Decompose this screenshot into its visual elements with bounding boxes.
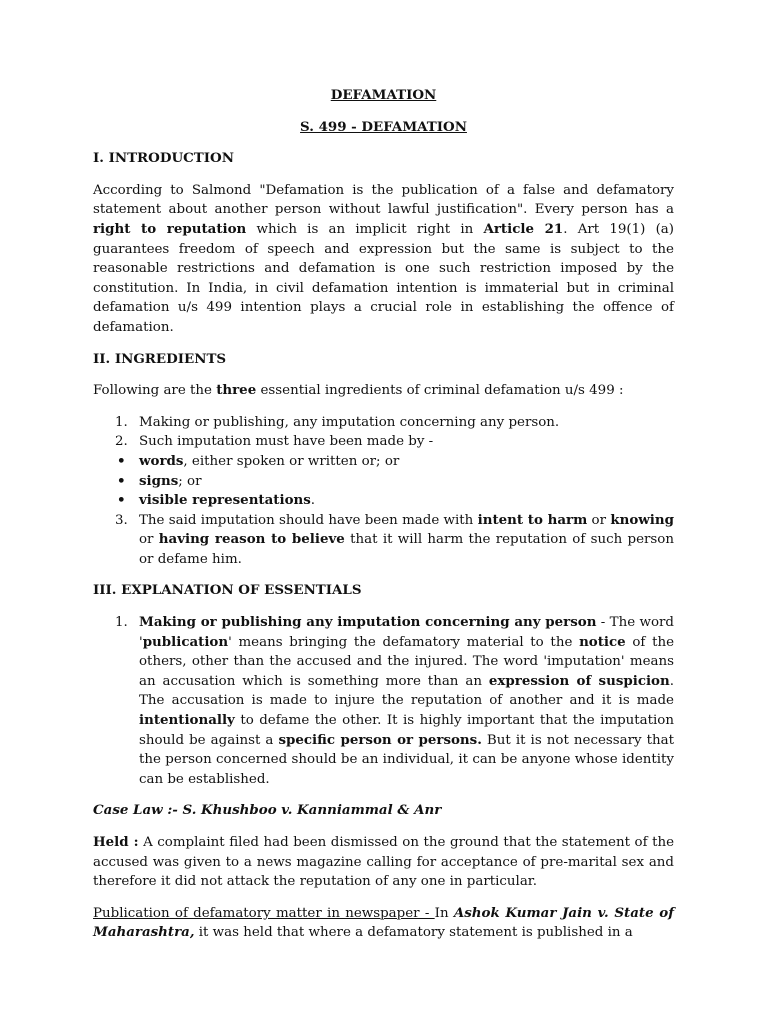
list-number: 3. [115,512,128,528]
bullet-icon: • [117,492,126,509]
heading-explanation: III. EXPLANATION OF ESSENTIALS [93,582,362,599]
bullet-icon: • [117,472,126,489]
heading-introduction: I. INTRODUCTION [93,150,234,167]
list-item: 3. The said imputation should have been made with intent to harm or knowing or having reason to believe that it will harm the reputation of such person or defame him. [115,511,674,567]
list-number: 1. [115,615,128,631]
bullet-item: • signs; or [93,472,674,492]
case-law-title: Case Law :- S. Khushboo v. Kanniammal & Anr [93,802,442,819]
document-title: DEFAMATION [330,87,437,103]
document-subtitle: S. 499 - DEFAMATION [300,118,467,135]
list-number: 2. [115,434,128,450]
bullet-item: • visible representations. [93,491,674,511]
list-number: 1. [115,414,128,430]
ingredients-list [93,413,674,570]
list-item: 2. Such imputation must have been made by - [93,432,674,452]
explanation-list [93,613,674,789]
bullet-item: • words, either spoken or written or; or [93,452,674,472]
list-item: 1. Making or publishing, any imputation concerning any person. [93,413,674,433]
ingredients-lead: Following are the three essential ingredients of criminal defamation u/s 499 : [93,382,624,399]
case-held-paragraph: Held : A complaint filed had been dismissed on the ground that the statement of the accused was given to a news magazine calling for acceptance of pre-marital sex and therefore it did not attack the reputation of any one in particular. [93,834,675,890]
bullet-icon: • [117,452,126,469]
introduction-paragraph: According to Salmond "Defamation is the publication of a false and defamatory statement about another person without lawful justification". Every person has a right to reputation which is an implicit right in Article 21. Art 19(1) (a) guarantees freedom of speech and expression but the same is subject to the reasonable restrictions and defamation is one such restriction imposed by the constitution. In India, in civil defamation intention is immaterial but in criminal defamation u/s 499 intention plays a crucial role in establishing the offence of defamation. [93,182,675,335]
list-item: 1. Making or publishing any imputation concerning any person - The word 'publication' means bringing the defamatory material to the notice of the others, other than the accused and the injured. The word 'imputation' means an accusation which is something more than an expression of suspicion. The accusation is made to injure the reputation of another and it is made intentionally to defame the other. It is highly important that the imputation should be against a specific person or persons. But it is not necessary that the person concerned should be an individual, it can be anyone whose identity can be established. [115,614,675,787]
publication-paragraph: Publication of defamatory matter in newspaper - In Ashok Kumar Jain v. State of Maharashtra, it was held that where a defamatory statement is published in a [93,904,675,941]
document-body [93,86,674,955]
heading-ingredients: II. INGREDIENTS [93,350,227,367]
